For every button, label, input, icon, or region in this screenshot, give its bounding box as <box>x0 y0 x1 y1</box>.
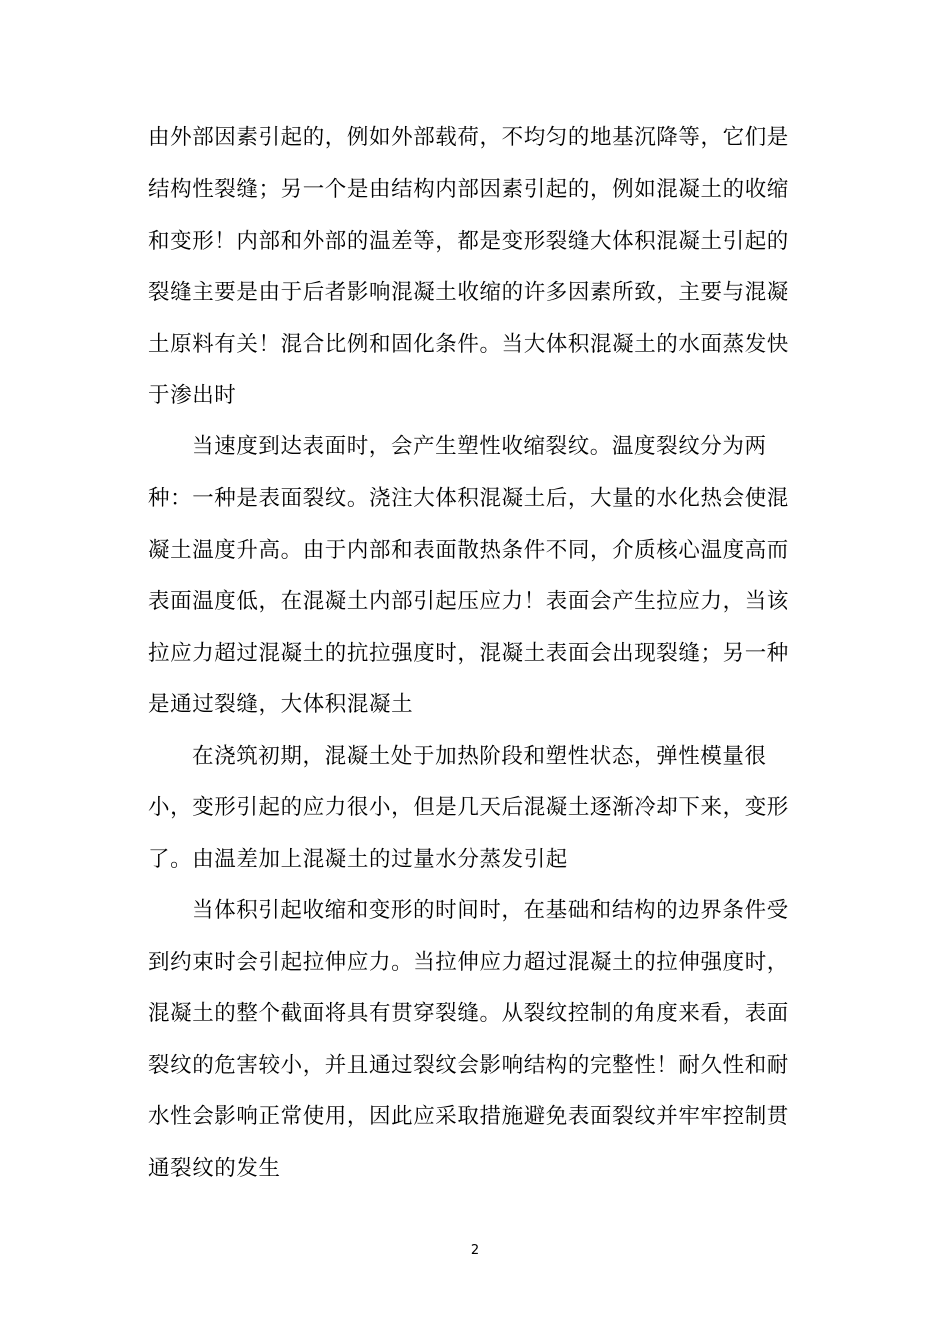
text-line: 凝土温度升高。由于内部和表面散热条件不同，介质核心温度高而 <box>148 538 789 563</box>
text-line: 结构性裂缝；另一个是由结构内部因素引起的，例如混凝土的收缩 <box>148 177 789 202</box>
text-line: 于渗出时 <box>148 383 237 408</box>
text-line: 混凝土的整个截面将具有贯穿裂缝。从裂纹控制的角度来看，表面 <box>148 1001 789 1026</box>
text-line: 通裂纹的发生 <box>148 1156 281 1181</box>
text-line: 当速度到达表面时，会产生塑性收缩裂纹。温度裂纹分为两 <box>192 434 767 459</box>
text-line: 种：一种是表面裂纹。浇注大体积混凝土后，大量的水化热会使混 <box>148 486 789 511</box>
text-line: 是通过裂缝，大体积混凝土 <box>148 692 414 717</box>
text-line: 小，变形引起的应力很小，但是几天后混凝土逐渐冷却下来，变形 <box>148 795 789 820</box>
text-line: 土原料有关！混合比例和固化条件。当大体积混凝土的水面蒸发快 <box>148 332 789 357</box>
text-line: 了。由温差加上混凝土的过量水分蒸发引起 <box>148 847 568 872</box>
text-line: 在浇筑初期，混凝土处于加热阶段和塑性状态，弹性模量很 <box>192 744 767 769</box>
text-line: 表面温度低，在混凝土内部引起压应力！表面会产生拉应力，当该 <box>148 589 789 614</box>
page-number: 2 <box>470 1243 480 1258</box>
text-line: 裂缝主要是由于后者影响混凝土收缩的许多因素所致，主要与混凝 <box>148 280 789 305</box>
text-line: 裂纹的危害较小，并且通过裂纹会影响结构的完整性！耐久性和耐 <box>148 1053 789 1078</box>
text-line: 当体积引起收缩和变形的时间时，在基础和结构的边界条件受 <box>192 898 789 923</box>
text-line: 和变形！内部和外部的温差等，都是变形裂缝大体积混凝土引起的 <box>148 229 789 254</box>
text-line: 水性会影响正常使用，因此应采取措施避免表面裂纹并牢牢控制贯 <box>148 1104 789 1129</box>
text-line: 到约束时会引起拉伸应力。当拉伸应力超过混凝土的拉伸强度时， <box>148 950 789 975</box>
text-line: 拉应力超过混凝土的抗拉强度时，混凝土表面会出现裂缝；另一种 <box>148 641 789 666</box>
text-line: 由外部因素引起的，例如外部载荷，不均匀的地基沉降等，它们是 <box>148 125 789 150</box>
